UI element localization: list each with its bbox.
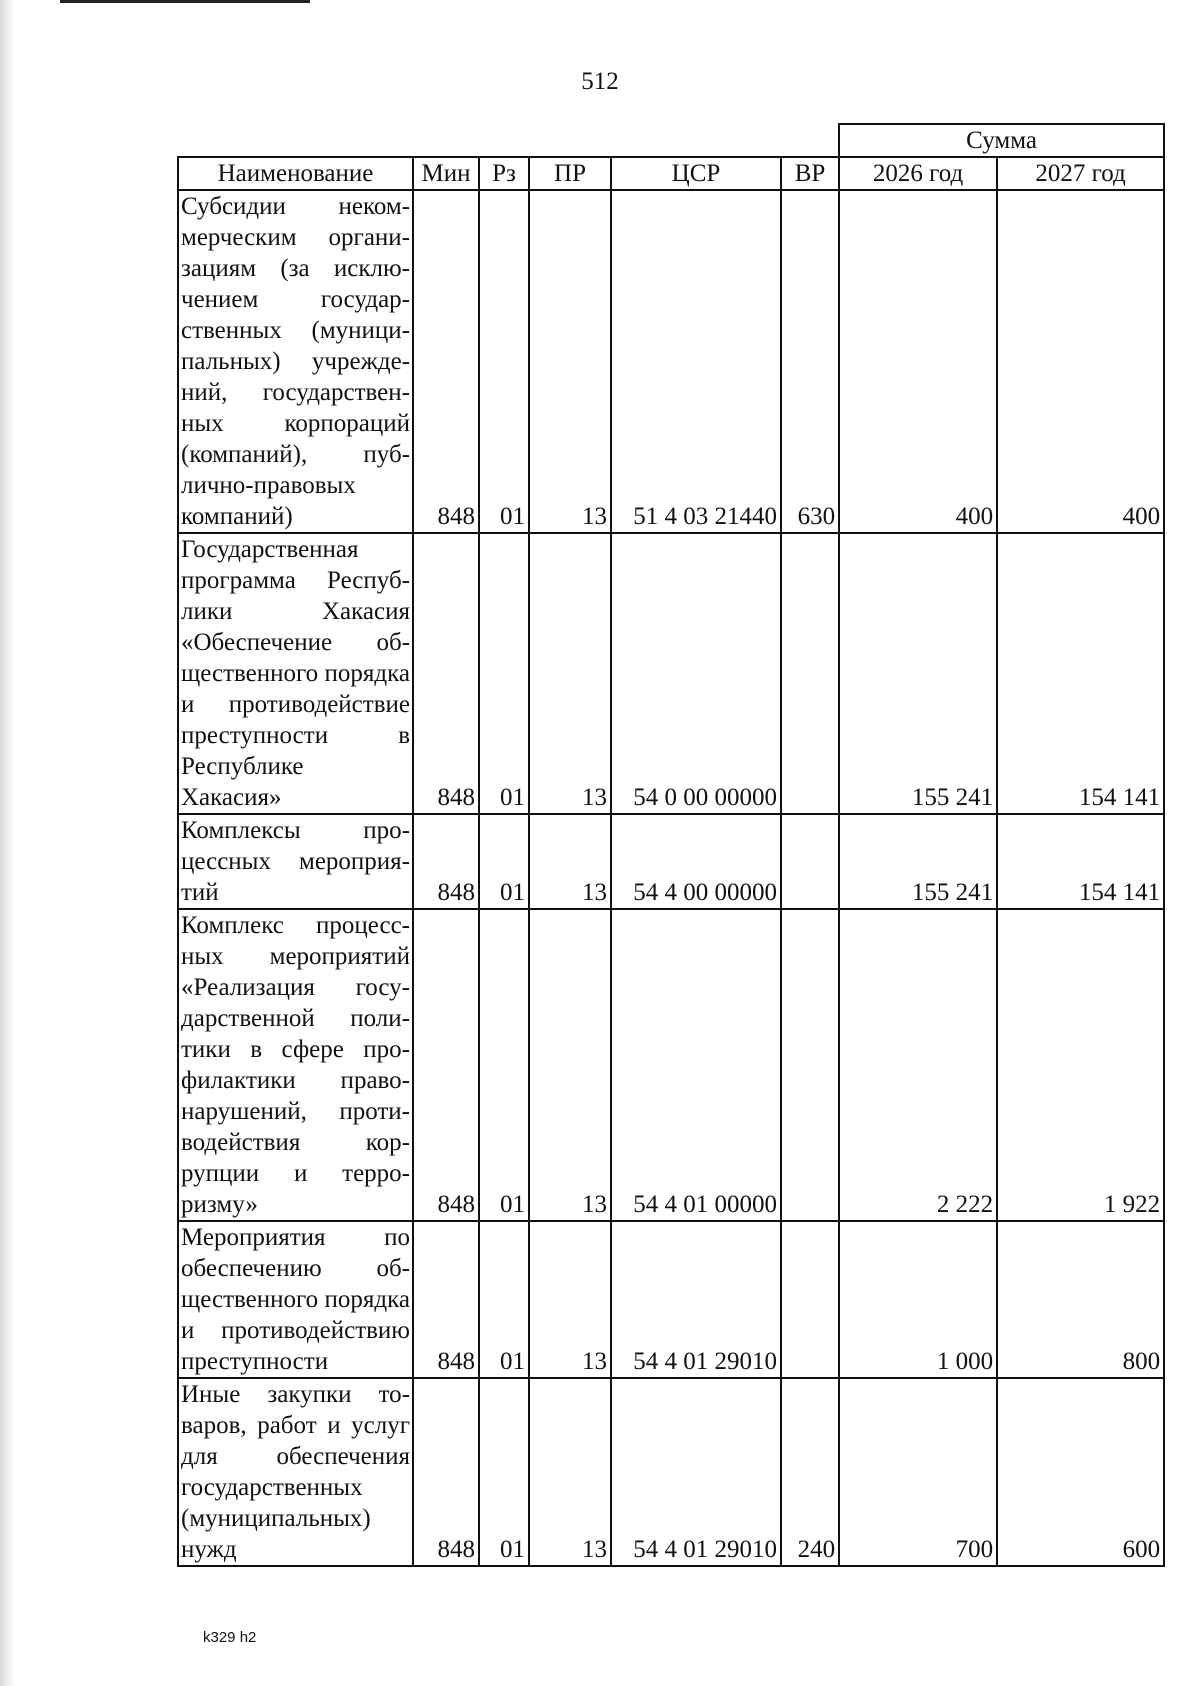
- header-rz: Рз: [479, 157, 529, 190]
- table-row: [178, 1221, 1164, 1378]
- scan-edge-shadow: [0, 0, 14, 1686]
- row-name: Иные закупки товаров, работ и услуг для обеспечения государственных (муниципальных) нужд: [178, 1378, 413, 1566]
- row-amount-2027: 154 141: [997, 814, 1164, 909]
- row-pr: 13: [529, 533, 611, 814]
- row-csr: 54 4 01 00000: [611, 909, 781, 1221]
- header-csr: ЦСР: [611, 157, 781, 190]
- row-amount-2026: 2 222: [839, 909, 997, 1221]
- header-name: Наименование: [178, 157, 413, 190]
- row-csr: 51 4 03 21440: [611, 190, 781, 533]
- row-csr: 54 4 00 00000: [611, 814, 781, 909]
- row-csr: 54 0 00 00000: [611, 533, 781, 814]
- table-row: [178, 1378, 1164, 1566]
- row-pr: 13: [529, 190, 611, 533]
- row-min: 848: [413, 814, 479, 909]
- row-rz: 01: [479, 1221, 529, 1378]
- row-pr: 13: [529, 1378, 611, 1566]
- row-rz: 01: [479, 190, 529, 533]
- row-name: Мероприятия по обеспечению общественного порядка и противодействию преступности: [178, 1221, 413, 1378]
- row-name: Комплекс процессных мероприятий «Реализация государственной политики в сфере профилактики правонарушений, противодействия коррупции и терроризму»: [178, 909, 413, 1221]
- table-row: [178, 190, 1164, 533]
- row-amount-2027: 400: [997, 190, 1164, 533]
- row-csr: 54 4 01 29010: [611, 1378, 781, 1566]
- table-row: [178, 814, 1164, 909]
- header-sum: Сумма: [839, 124, 1164, 157]
- row-min: 848: [413, 1378, 479, 1566]
- row-name: Комплексы процессных мероприятий: [178, 814, 413, 909]
- row-name: Субсидии некоммерческим организациям (за исключением государственных (муниципальных) учреждений, государственных корпораций (компаний), публично-правовых компаний): [178, 190, 413, 533]
- row-amount-2027: 800: [997, 1221, 1164, 1378]
- row-vr: [781, 909, 839, 1221]
- row-amount-2026: 700: [839, 1378, 997, 1566]
- row-pr: 13: [529, 814, 611, 909]
- row-amount-2026: 400: [839, 190, 997, 533]
- header-year-2026: 2026 год: [839, 157, 997, 190]
- row-vr: [781, 814, 839, 909]
- row-csr: 54 4 01 29010: [611, 1221, 781, 1378]
- row-amount-2026: 1 000: [839, 1221, 997, 1378]
- row-vr: [781, 1221, 839, 1378]
- row-amount-2027: 600: [997, 1378, 1164, 1566]
- row-amount-2026: 155 241: [839, 814, 997, 909]
- row-min: 848: [413, 533, 479, 814]
- row-min: 848: [413, 190, 479, 533]
- row-amount-2027: 1 922: [997, 909, 1164, 1221]
- row-pr: 13: [529, 909, 611, 1221]
- row-name: Государственная программа Республики Хакасия «Обеспечение общественного порядка и противодействие преступности в Республике Хакасия»: [178, 533, 413, 814]
- scan-mark: [60, 0, 310, 3]
- row-amount-2026: 155 241: [839, 533, 997, 814]
- row-pr: 13: [529, 1221, 611, 1378]
- row-amount-2027: 154 141: [997, 533, 1164, 814]
- budget-table: [177, 123, 1165, 1567]
- row-rz: 01: [479, 909, 529, 1221]
- row-rz: 01: [479, 533, 529, 814]
- header-year-2027: 2027 год: [997, 157, 1164, 190]
- row-vr: 240: [781, 1378, 839, 1566]
- row-rz: 01: [479, 1378, 529, 1566]
- footer-code: k329 h2: [203, 1629, 257, 1646]
- header-min: Мин: [413, 157, 479, 190]
- table-row: [178, 909, 1164, 1221]
- page-number: 512: [581, 68, 619, 95]
- row-rz: 01: [479, 814, 529, 909]
- row-vr: [781, 533, 839, 814]
- row-min: 848: [413, 909, 479, 1221]
- header-vr: ВР: [781, 157, 839, 190]
- row-min: 848: [413, 1221, 479, 1378]
- header-spacer: [178, 124, 839, 157]
- table-row: [178, 533, 1164, 814]
- header-pr: ПР: [529, 157, 611, 190]
- row-vr: 630: [781, 190, 839, 533]
